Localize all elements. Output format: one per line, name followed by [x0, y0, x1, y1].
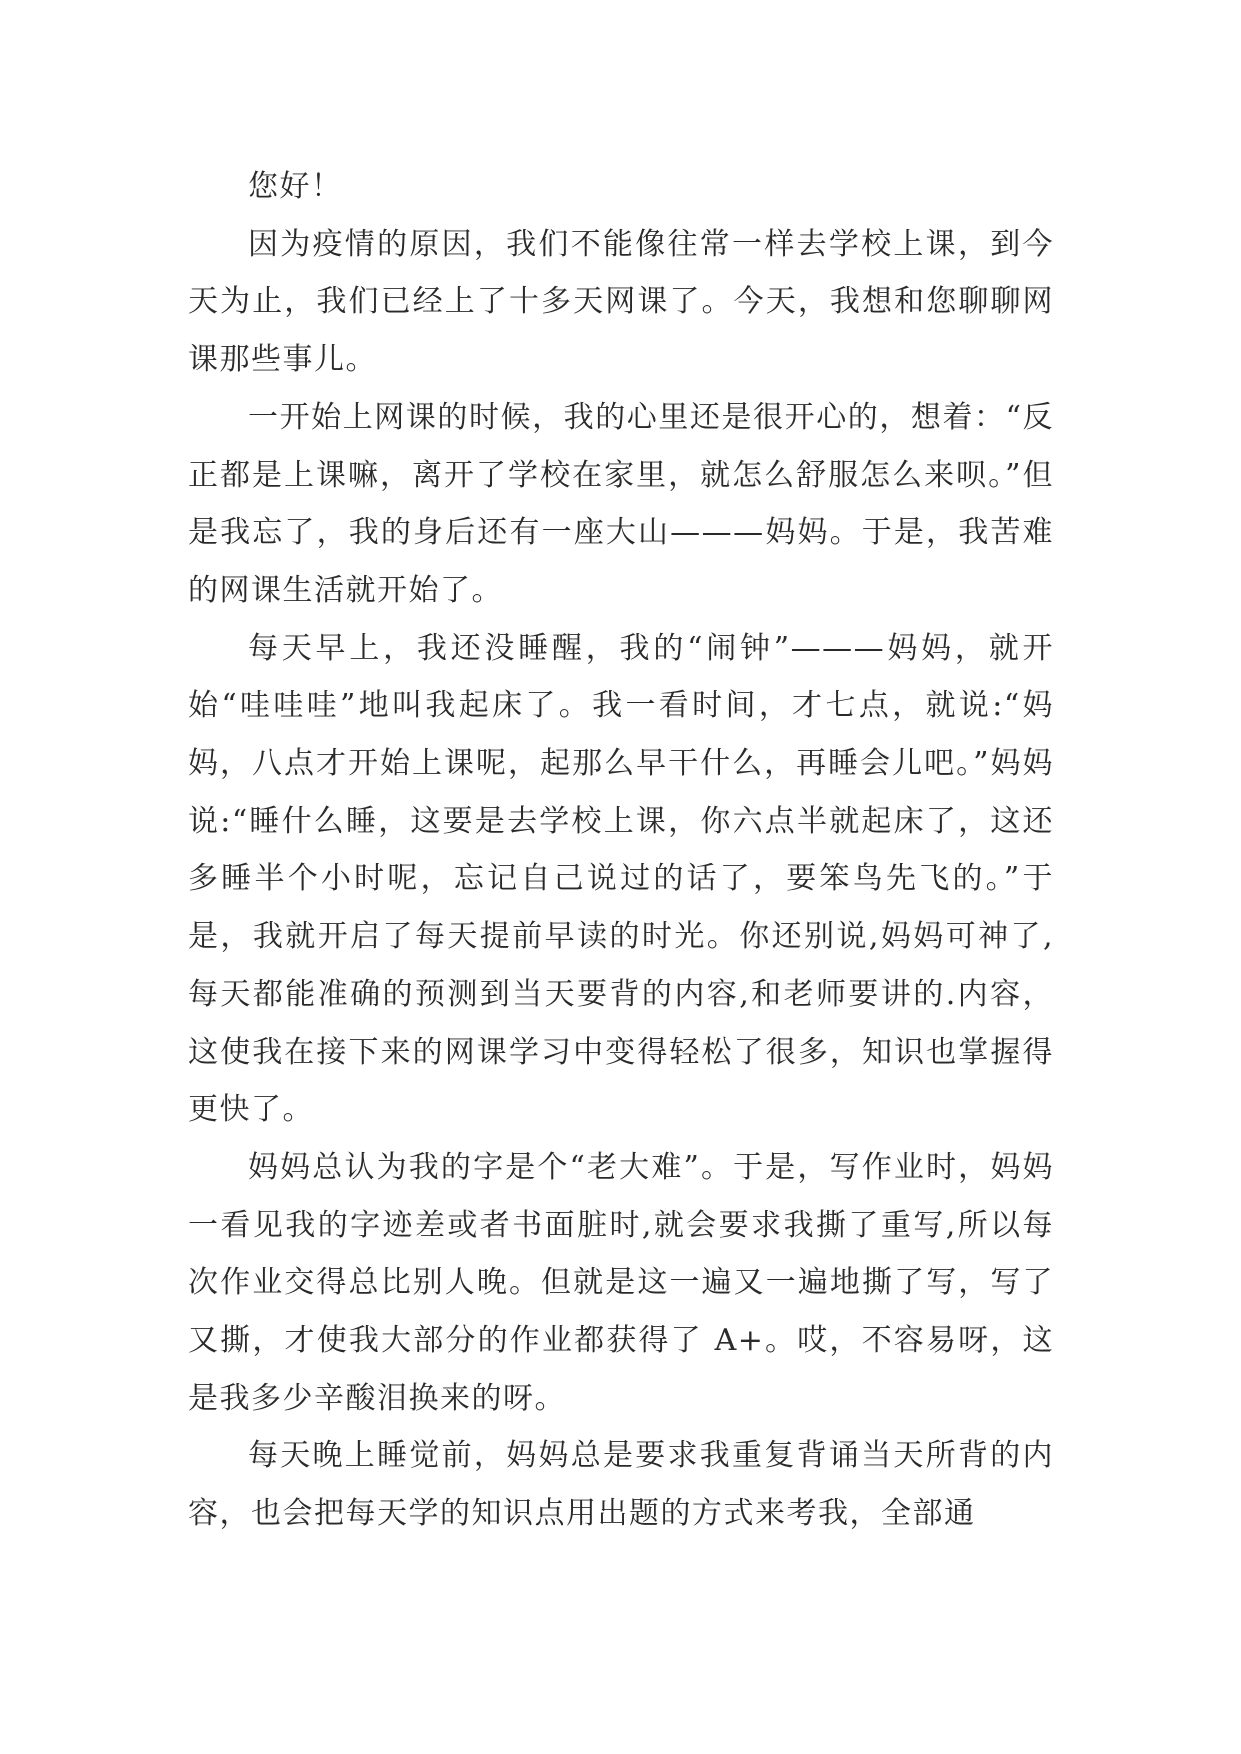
body-paragraph: 每天早上，我还没睡醒，我的“闹钟”———妈妈，就开始“哇哇哇”地叫我起床了。我一看时间，才七点，就说:“妈妈，八点才开始上课呢，起那么早干什么，再睡会儿吧。”妈妈说:“睡什么睡，这要是去学校上课，你六点半就起床了，这还多睡半个小时呢，忘记自己说过的话了，要笨鸟先飞的。”于是，我就开启了每天提前早读的时光。你还别说,妈妈可神了,每天都能准确的预测到当天要背的内容,和老师要讲的.内容，这使我在接下来的网课学习中变得轻松了很多，知识也掌握得更快了。 — [188, 630, 1054, 1128]
letter-body — [188, 158, 1054, 1543]
body-paragraph: 因为疫情的原因，我们不能像往常一样去学校上课，到今天为止，我们已经上了十多天网课了。今天，我想和您聊聊网课那些事儿。 — [188, 226, 1054, 378]
body-paragraph: 妈妈总认为我的字是个“老大难”。于是，写作业时，妈妈一看见我的字迹差或者书面脏时,就会要求我撕了重写,所以每次作业交得总比别人晚。但就是这一遍又一遍地撕了写，写了又撕，才使我大部分的作业都获得了 A+。哎，不容易呀，这是我多少辛酸泪换来的呀。 — [188, 1149, 1054, 1416]
body-paragraph: 每天晚上睡觉前，妈妈总是要求我重复背诵当天所背的内容，也会把每天学的知识点用出题的方式来考我，全部通 — [188, 1438, 1054, 1532]
body-paragraph: 一开始上网课的时候，我的心里还是很开心的，想着：“反正都是上课嘛，离开了学校在家里，就怎么舒服怎么来呗。”但是我忘了，我的身后还有一座大山———妈妈。于是，我苦难的网课生活就开始了。 — [188, 399, 1054, 608]
greeting-paragraph: 您好！ — [248, 169, 343, 204]
